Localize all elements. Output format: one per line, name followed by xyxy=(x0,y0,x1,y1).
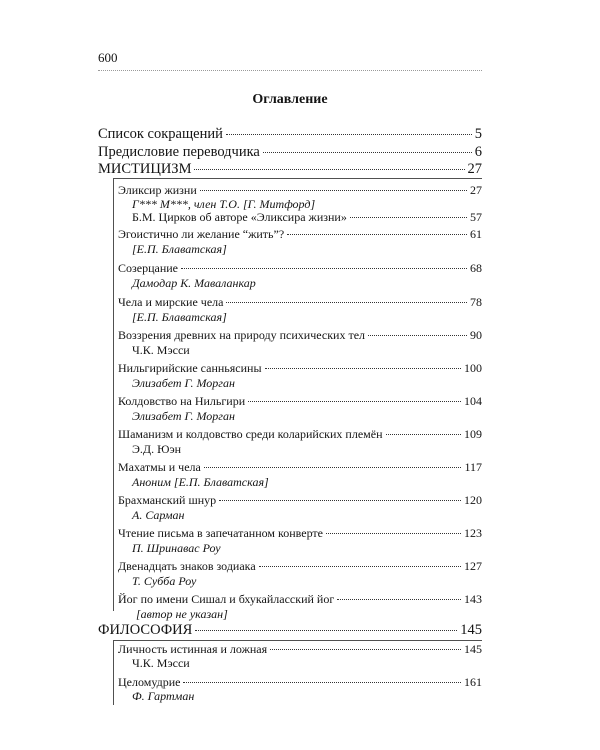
entry-title: Брахманский шнур xyxy=(118,493,217,507)
entry-title: Целомудрие xyxy=(118,675,181,689)
leader-dots xyxy=(337,599,461,600)
entry-title: Нильгирийские санньясины xyxy=(118,361,262,375)
entry-page: 104 xyxy=(464,394,482,408)
entry-title: Эликсир жизни xyxy=(118,183,197,197)
entry-page: 145 xyxy=(464,642,482,656)
entry-title: Предисловие переводчика xyxy=(98,144,260,160)
entry-page: 57 xyxy=(470,210,482,224)
leader-dots xyxy=(368,335,467,336)
entry-author: Г*** М***, член Т.О. [Г. Митфорд] xyxy=(132,197,316,211)
toc-entry[interactable] xyxy=(118,526,482,541)
entry-title: Двенадцать знаков зодиака xyxy=(118,559,256,573)
toc-entry[interactable] xyxy=(118,183,482,198)
toc-entry[interactable] xyxy=(118,295,482,310)
entry-page: 68 xyxy=(470,261,482,275)
entry-author: Аноним [Е.П. Блаватская] xyxy=(132,475,269,489)
entry-title: Йог по имени Сишал и бхукайласский йог xyxy=(118,592,335,606)
entry-title: Список сокращений xyxy=(98,126,223,142)
entry-page: 100 xyxy=(464,361,482,375)
entry-title: Колдовство на Нильгири xyxy=(118,394,246,408)
section-page: 145 xyxy=(460,622,482,638)
leader-dots xyxy=(270,649,461,650)
toc-title: Оглавление xyxy=(252,92,328,107)
leader-dots xyxy=(265,368,461,369)
entry-author: Элизабет Г. Морган xyxy=(132,376,235,390)
toc-entry[interactable] xyxy=(118,460,482,475)
toc-section-mysticism[interactable] xyxy=(98,161,482,178)
leader-dots xyxy=(386,434,461,435)
toc-entry[interactable] xyxy=(118,592,482,607)
entry-author: [автор не указан] xyxy=(136,607,228,621)
toc-section-philosophy[interactable] xyxy=(98,622,482,639)
entry-title: Воззрения древних на природу психических тел xyxy=(118,328,366,342)
toc-entry[interactable] xyxy=(118,559,482,574)
entry-author: П. Шринавас Роу xyxy=(132,541,221,555)
entry-author: А. Сарман xyxy=(132,508,185,522)
entry-page: 123 xyxy=(464,526,482,540)
entry-title: Шаманизм и колдовство среди коларийских племён xyxy=(118,427,383,441)
toc-entry[interactable] xyxy=(118,427,482,442)
entry-page: 117 xyxy=(464,460,482,474)
entry-title: Чела и мирские чела xyxy=(118,295,224,309)
leader-dots xyxy=(195,630,457,631)
toc-entry[interactable] xyxy=(118,261,482,276)
leader-dots xyxy=(259,566,461,567)
leader-dots xyxy=(181,268,467,269)
toc-entry-abbreviations[interactable] xyxy=(98,126,482,143)
section-rule xyxy=(113,640,482,641)
leader-dots xyxy=(194,169,464,170)
leader-dots xyxy=(226,302,467,303)
section-title: ФИЛОСОФИЯ xyxy=(98,622,193,638)
leader-dots xyxy=(226,134,472,135)
entry-page: 143 xyxy=(464,592,482,606)
leader-dots xyxy=(200,190,467,191)
entry-author: [Е.П. Блаватская] xyxy=(132,310,227,324)
entry-title: Чтение письма в запечатанном конверте xyxy=(118,526,323,540)
toc-entry[interactable] xyxy=(118,361,482,376)
toc-entry[interactable] xyxy=(118,675,482,690)
leader-dots xyxy=(248,401,461,402)
leader-dots xyxy=(326,533,461,534)
section-page: 27 xyxy=(467,161,482,177)
entry-page: 61 xyxy=(470,227,482,241)
toc-entry[interactable] xyxy=(132,210,482,225)
entry-author: Элизабет Г. Морган xyxy=(132,409,235,423)
entry-page: 127 xyxy=(464,559,482,573)
entry-title: Созерцание xyxy=(118,261,178,275)
entry-title: Махатмы и чела xyxy=(118,460,201,474)
entry-title: Б.М. Цирков об авторе «Эликсира жизни» xyxy=(132,210,347,224)
entry-page: 109 xyxy=(464,427,482,441)
leader-dots xyxy=(204,467,462,468)
section-bracket-line xyxy=(113,640,114,705)
toc-entry[interactable] xyxy=(118,493,482,508)
page-number: 600 xyxy=(98,50,118,65)
entry-page: 78 xyxy=(470,295,482,309)
section-bracket-line xyxy=(113,178,114,611)
entry-author: [Е.П. Блаватская] xyxy=(132,242,227,256)
entry-page: 6 xyxy=(474,144,482,160)
entry-page: 161 xyxy=(464,675,482,689)
toc-entry-translator-preface[interactable] xyxy=(98,144,482,161)
entry-title: Личность истинная и ложная xyxy=(118,642,268,656)
header-rule xyxy=(98,70,482,71)
toc-entry[interactable] xyxy=(118,642,482,657)
entry-title: Эгоистично ли желание “жить”? xyxy=(118,227,285,241)
toc-entry[interactable] xyxy=(118,328,482,343)
leader-dots xyxy=(263,152,472,153)
entry-author: Т. Субба Роу xyxy=(132,574,197,588)
leader-dots xyxy=(287,234,467,235)
entry-page: 27 xyxy=(470,183,482,197)
leader-dots xyxy=(350,217,467,218)
entry-author: Ч.К. Мэсси xyxy=(132,343,190,357)
toc-entry[interactable] xyxy=(118,394,482,409)
leader-dots xyxy=(183,682,461,683)
entry-author: Э.Д. Юэн xyxy=(132,442,182,456)
entry-author: Ф. Гартман xyxy=(132,689,195,703)
entry-page: 90 xyxy=(470,328,482,342)
entry-author: Ч.К. Мэсси xyxy=(132,656,190,670)
toc-entry[interactable] xyxy=(118,227,482,242)
section-title: МИСТИЦИЗМ xyxy=(98,161,192,177)
leader-dots xyxy=(219,500,461,501)
section-rule xyxy=(113,178,482,179)
entry-page: 120 xyxy=(464,493,482,507)
entry-page: 5 xyxy=(474,126,482,142)
entry-author: Дамодар К. Маваланкар xyxy=(132,276,256,290)
